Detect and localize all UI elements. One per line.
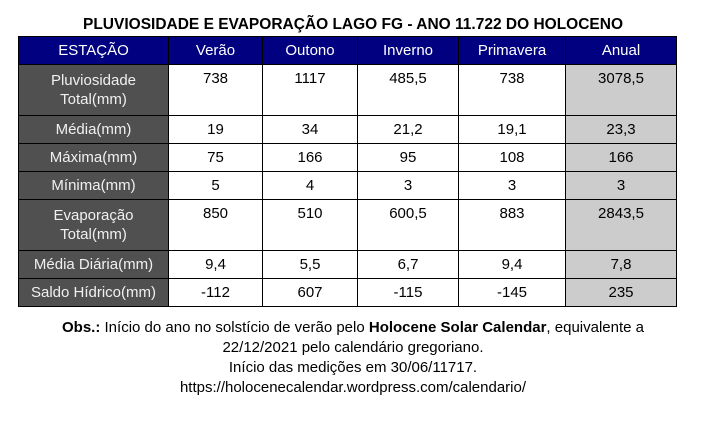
cell: 3	[459, 172, 566, 200]
table-row	[19, 172, 677, 200]
table-header-row	[19, 37, 677, 65]
header-outono: Outono	[263, 37, 358, 65]
table-row	[19, 279, 677, 307]
notes-line-2: 22/12/2021 pelo calendário gregoriano.	[222, 339, 484, 356]
row-label: Pluviosidade Total(mm)	[19, 65, 169, 116]
row-label: Máxima(mm)	[19, 144, 169, 172]
notes-line-3: Início das medições em 30/06/11717.	[228, 359, 478, 376]
row-label: Saldo Hídrico(mm)	[19, 279, 169, 307]
cell: 75	[169, 144, 263, 172]
table-row	[19, 144, 677, 172]
cell: -112	[169, 279, 263, 307]
cell: 4	[263, 172, 358, 200]
table-row	[19, 116, 677, 144]
header-primavera: Primavera	[459, 37, 566, 65]
cell-annual: 235	[566, 279, 677, 307]
cell: 485,5	[358, 65, 459, 116]
row-label: Mínima(mm)	[19, 172, 169, 200]
cell: 19,1	[459, 116, 566, 144]
header-anual: Anual	[566, 37, 677, 65]
cell: 9,4	[459, 251, 566, 279]
notes-url: https://holocenecalendar.wordpress.com/calendario/	[179, 379, 527, 396]
cell: -145	[459, 279, 566, 307]
notes-line-1: Obs.: Início do ano no solstício de verão pelo Holocene Solar Calendar, equivalente a	[62, 319, 644, 336]
page-title: PLUVIOSIDADE E EVAPORAÇÃO LAGO FG - ANO 11.722 DO HOLOCENO	[83, 16, 623, 33]
cell: 166	[263, 144, 358, 172]
row-label: Média Diária(mm)	[19, 251, 169, 279]
cell: 600,5	[358, 200, 459, 251]
cell: 510	[263, 200, 358, 251]
table-row	[19, 65, 677, 116]
cell: 108	[459, 144, 566, 172]
cell: 5,5	[263, 251, 358, 279]
cell: 607	[263, 279, 358, 307]
cell-annual: 7,8	[566, 251, 677, 279]
cell: -115	[358, 279, 459, 307]
cell: 5	[169, 172, 263, 200]
cell: 19	[169, 116, 263, 144]
cell-annual: 23,3	[566, 116, 677, 144]
table-row	[19, 200, 677, 251]
header-verao: Verão	[169, 37, 263, 65]
row-label: Evaporação Total(mm)	[19, 200, 169, 251]
header-station: ESTAÇÃO	[19, 37, 169, 65]
cell: 6,7	[358, 251, 459, 279]
cell-annual: 3	[566, 172, 677, 200]
table-row	[19, 251, 677, 279]
cell: 738	[459, 65, 566, 116]
cell-annual: 3078,5	[566, 65, 677, 116]
calendar-name: Holocene Solar Calendar	[368, 319, 547, 336]
cell: 3	[358, 172, 459, 200]
cell-annual: 166	[566, 144, 677, 172]
cell: 850	[169, 200, 263, 251]
cell: 95	[358, 144, 459, 172]
row-label: Média(mm)	[19, 116, 169, 144]
cell-annual: 2843,5	[566, 200, 677, 251]
cell: 34	[263, 116, 358, 144]
data-table	[18, 36, 677, 307]
cell: 21,2	[358, 116, 459, 144]
cell: 9,4	[169, 251, 263, 279]
notes	[0, 318, 706, 398]
obs-label: Obs.:	[62, 319, 101, 336]
header-inverno: Inverno	[358, 37, 459, 65]
cell: 1117	[263, 65, 358, 116]
cell: 738	[169, 65, 263, 116]
cell: 883	[459, 200, 566, 251]
